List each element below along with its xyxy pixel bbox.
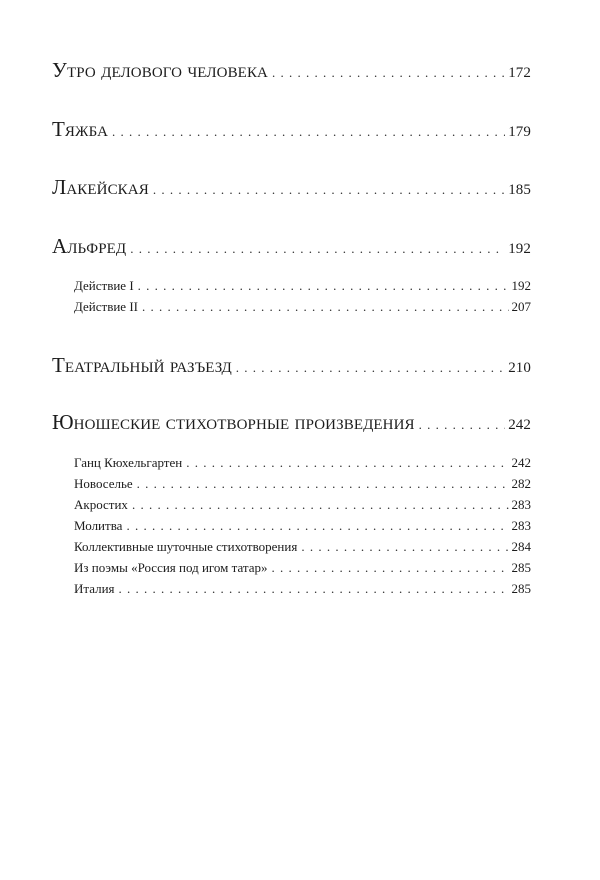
toc-subentry xyxy=(74,299,531,315)
dot-leader xyxy=(153,182,505,198)
toc-subentry-title: Коллективные шуточные стихотворения xyxy=(74,539,298,554)
dot-leader xyxy=(137,476,509,492)
toc-entry-page: 172 xyxy=(508,65,531,81)
dot-leader xyxy=(112,124,505,140)
toc-entry-utro xyxy=(52,58,531,83)
dot-leader xyxy=(119,581,509,597)
toc-subentry xyxy=(74,278,531,294)
dot-leader xyxy=(132,497,509,513)
toc-subentry-page: 283 xyxy=(511,518,531,533)
toc-entry-title: Утро делового человека xyxy=(52,58,268,82)
toc-subentry xyxy=(74,539,531,555)
toc-subentry xyxy=(74,455,531,471)
toc-entry-title: Юношеские стихотворные произведения xyxy=(52,410,415,434)
toc-entry-title: Тяжба xyxy=(52,117,109,141)
toc-subentry-title: Италия xyxy=(74,581,115,596)
dot-leader xyxy=(142,299,509,315)
toc-subentry-page: 285 xyxy=(511,581,531,596)
dot-leader xyxy=(138,278,509,294)
dot-leader xyxy=(236,360,505,376)
toc-subentry xyxy=(74,581,531,597)
toc-subentry xyxy=(74,560,531,576)
toc-subentry-page: 207 xyxy=(511,299,531,314)
toc-entry-title: Театральный разъезд xyxy=(52,353,232,377)
dot-leader xyxy=(186,455,508,471)
toc-subentry-title: Новоселье xyxy=(74,476,133,491)
toc-subentry xyxy=(74,497,531,513)
toc-subentry-title: Из поэмы «Россия под игом татар» xyxy=(74,560,268,575)
toc-entry-teatralny-razezd xyxy=(52,353,531,378)
toc-entry-page: 192 xyxy=(508,241,531,257)
toc-subentry xyxy=(74,518,531,534)
toc-subentry-title: Акростих xyxy=(74,497,128,512)
dot-leader xyxy=(272,65,505,81)
toc-entry-title: Альфред xyxy=(52,234,127,258)
toc-entry-tyazhba xyxy=(52,117,531,142)
dot-leader xyxy=(130,241,505,257)
dot-leader xyxy=(301,539,508,555)
dot-leader xyxy=(419,417,506,433)
toc-subentry-page: 283 xyxy=(511,497,531,512)
toc-subentry-page: 285 xyxy=(511,560,531,575)
toc-subentry-title: Действие II xyxy=(74,299,138,314)
toc-subentry-title: Ганц Кюхельгартен xyxy=(74,455,183,470)
toc-entry-lakeyskaya xyxy=(52,175,531,200)
toc-entry-yunosheskie xyxy=(52,410,531,435)
toc-entry-page: 242 xyxy=(508,417,531,433)
toc-entry-title: Лакейская xyxy=(52,175,149,199)
toc-subentry-title: Молитва xyxy=(74,518,123,533)
toc-subentry-page: 282 xyxy=(511,476,531,491)
toc-subentry xyxy=(74,476,531,492)
toc-subentry-page: 192 xyxy=(511,278,531,293)
dot-leader xyxy=(272,560,509,576)
toc-subentry-page: 284 xyxy=(511,539,531,554)
toc-subentry-title: Действие I xyxy=(74,278,134,293)
toc-entry-page: 185 xyxy=(508,182,531,198)
toc-entry-alfred xyxy=(52,234,531,259)
toc-entry-page: 179 xyxy=(508,124,531,140)
dot-leader xyxy=(126,518,508,534)
toc-entry-page: 210 xyxy=(508,360,531,376)
toc-subentry-page: 242 xyxy=(511,455,531,470)
